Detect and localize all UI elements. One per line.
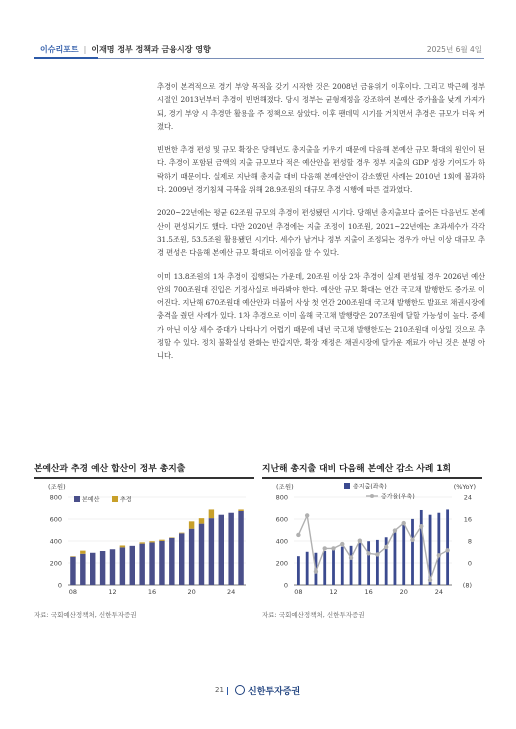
growth-rate-point [305,513,309,517]
bar-base-budget [179,533,184,585]
bar-supplementary [238,509,243,511]
brand-name: 신한투자증권 [248,687,301,697]
growth-rate-point [402,521,406,525]
y-right-tick-label: 8 [467,537,472,546]
report-date: 2025년 6월 4일 [426,45,482,54]
bar-base-budget [110,549,115,585]
y-tick-label: 600 [49,515,62,524]
bar-base-budget [228,513,233,585]
legend-label: 증가율(우축) [381,493,415,501]
bar-base-budget [209,518,214,585]
bar-total-expenditure [411,519,414,585]
bar-base-budget [130,546,135,585]
bar-supplementary [179,533,184,534]
bar-supplementary [199,518,204,523]
x-tick-label: 08 [68,588,78,596]
bar-total-expenditure [358,543,361,585]
bar-total-expenditure [350,546,353,585]
x-tick-label: 08 [294,588,303,596]
growth-rate-point [340,542,344,546]
bar-base-budget [219,515,224,585]
bar-supplementary [139,542,144,543]
y-right-tick-label: (8) [462,581,472,590]
legend-label: 추경 [120,496,132,504]
header-text [40,44,211,55]
x-tick-label: 20 [187,588,196,596]
legend-swatch-total [344,483,350,489]
bar-supplementary [120,545,125,547]
y-axis-unit-right: (%YoY) [453,483,476,491]
logo-icon [235,685,245,695]
bar-base-budget [189,529,194,585]
footer-divider [227,687,228,695]
page-number: 21 [215,686,224,694]
bar-total-expenditure [332,549,335,585]
growth-rate-point [393,528,397,532]
header-separator: | [83,45,87,54]
growth-rate-point [366,551,370,555]
bar-total-expenditure [367,541,370,585]
paragraph: 빈번한 추경 편성 및 규모 확장은 당해년도 총지출을 키우기 때문에 다음해 본예산 규모 확대의 원인이 된다. 추경이 포함된 금액의 지출 규모보다 적은 예산안을 편성할 경우 정부 지출의 GDP 성장 기여도가 하락하기 때문이다. 실제로 지난해 총지출 대비 다음해 본예산안이 감소했던 사례는 2010년 1회에 불과하다. 2009년 경기침체 극복을 위해 28.9조원의 대규모 추경 시행에 따른 결과였다. [157,145,485,195]
growth-rate-point [349,556,353,560]
growth-rate-point [323,546,327,550]
bar-total-expenditure [420,510,423,585]
bar-supplementary [159,540,164,541]
y-tick-label: 400 [49,537,62,546]
header-accent [34,57,98,59]
chart-title-rule [262,477,482,479]
bar-base-budget [90,553,95,585]
bar-base-budget [120,547,125,585]
bar-total-expenditure [376,540,379,585]
chart-left [34,461,254,611]
y-right-tick-label: 0 [467,559,472,568]
chart-right [262,461,482,611]
chart-title-rule [34,477,254,479]
y-tick-label: 400 [275,537,288,546]
bar-total-expenditure [297,556,300,585]
bar-base-budget [80,554,85,585]
growth-rate-point [296,533,300,537]
y-tick-label: 800 [275,493,288,502]
legend-swatch-base [74,496,80,502]
y-tick-label: 0 [57,581,62,590]
bar-base-budget [100,551,105,585]
bar-total-expenditure [402,524,405,585]
bar-supplementary [70,556,75,557]
growth-rate-point [419,524,423,528]
growth-rate-point [314,569,318,573]
x-tick-label: 16 [364,588,373,596]
y-right-tick-label: 16 [463,515,472,524]
bar-total-expenditure [446,509,449,585]
bar-base-budget [159,541,164,585]
growth-rate-point [410,538,414,542]
y-right-tick-label: 24 [463,493,472,502]
paragraph: 2020~22년에는 평균 62조원 규모의 추경이 편성됐던 시기다. 당해년 총지출보다 줄어든 다음년도 본예산이 편성되기도 했다. 다만 2020년 추경에는 지출 조정이 10조원, 2021~22년에는 초과세수가 각각 31.5조원, 53.5조원 활용됐던 시기다. 세수가 남거나 정부 지출이 조정되는 경우가 아닌 이상 대규모 추경 편성은 다음해 본예산 규모 확대로 이어짐을 알 수 있다. [157,208,485,258]
page-footer [0,686,516,700]
y-tick-label: 800 [49,493,62,502]
chart-right-plot [262,481,482,606]
bar-total-expenditure [437,513,440,585]
y-tick-label: 0 [283,581,288,590]
growth-rate-point [358,539,362,543]
chart-left-source: 자료: 국회예산정책처, 신한투자증권 [34,611,137,619]
x-tick-label: 24 [434,588,443,596]
growth-rate-point [437,553,441,557]
legend-label: 본예산 [82,496,100,504]
y-tick-label: 200 [275,559,288,568]
bar-supplementary [209,509,214,518]
report-header [0,0,516,64]
section-label: 이슈리포트 [40,45,79,54]
y-tick-label: 600 [275,515,288,524]
paragraph: 이미 13.8조원의 1차 추경이 집행되는 가운데, 20조원 이상 2차 추경이 실제 편성될 경우 2026년 예산안의 700조원대 진입은 기정사실로 바라봐야 한다. 예산안 규모 확대는 연간 국고채 발행한도 증가로 이어진다. 지난해 670조원대 예산안과 더불어 사상 첫 연간 200조원대 국고채 발행한도 발표로 채권시장에 충격을 줬던 사례가 있다. 1차 추경으로 이미 올해 국고채 발행량은 207조원에 달할 가능성이 높다. 증세가 아닌 이상 세수 증대가 나타나기 어렵기 때문에 내년 국고채 발행한도는 210조원대 이상일 것으로 추정할 수 있다. 정치 불확실성 완화는 반갑지만, 확장 재정은 채권시장에 달가운 재료가 아닌 것은 분명 아니다. [157,271,485,361]
paragraph: 추경이 본격적으로 경기 부양 목적을 갖기 시작한 것은 2008년 금융위기 이후이다. 그리고 박근혜 정부 시절인 2013년부터 추경이 빈번해졌다. 당시 정부는 균형재정을 강조하여 본예산 증가율을 낮게 가져가되, 경기 부양 시 추경만 활용을 주 정책으로 삼았다. 이후 팬데믹 시기를 거치면서 추경은 규모가 더욱 커졌다. [157,82,485,131]
growth-rate-point [384,545,388,549]
y-tick-label: 200 [49,559,62,568]
x-tick-label: 20 [399,588,408,596]
growth-rate-point [331,546,335,550]
legend-label: 총지출(좌축) [353,483,387,491]
x-tick-label: 12 [329,588,338,596]
bar-total-expenditure [306,552,309,585]
brand-logo [235,684,300,697]
bar-base-budget [139,544,144,585]
bar-base-budget [169,538,174,585]
bar-base-budget [238,511,243,585]
chart-right-source: 자료: 국회예산정책처, 신한투자증권 [262,611,365,619]
bar-supplementary [189,521,194,528]
x-tick-label: 24 [227,588,236,596]
chart-title: 지난해 총지출 대비 다음해 본예산 감소 사례 1회 [262,464,452,474]
x-tick-label: 16 [147,588,157,596]
chart-left-plot [34,481,254,606]
report-title: 이재명 정부 정책과 금융시장 영향 [91,45,211,54]
bar-supplementary [149,541,154,542]
bar-total-expenditure [341,547,344,585]
bar-base-budget [70,557,75,585]
bar-base-budget [199,524,204,585]
bar-supplementary [80,551,85,554]
x-tick-label: 12 [108,588,117,596]
growth-rate-point [375,552,379,556]
bar-total-expenditure [323,551,326,585]
y-axis-unit: (조원) [48,483,66,491]
growth-rate-point [428,578,432,582]
growth-rate-point [445,548,449,552]
bar-base-budget [149,542,154,585]
body-text [157,80,485,373]
growth-rate-line [298,515,447,580]
chart-title: 본예산과 추경 예산 합산이 정부 총지출 [34,464,186,474]
legend-swatch-growth-marker [370,494,374,498]
y-axis-unit-left: (조원) [276,483,294,491]
bar-total-expenditure [394,532,397,585]
legend-swatch-supplementary [112,496,118,502]
